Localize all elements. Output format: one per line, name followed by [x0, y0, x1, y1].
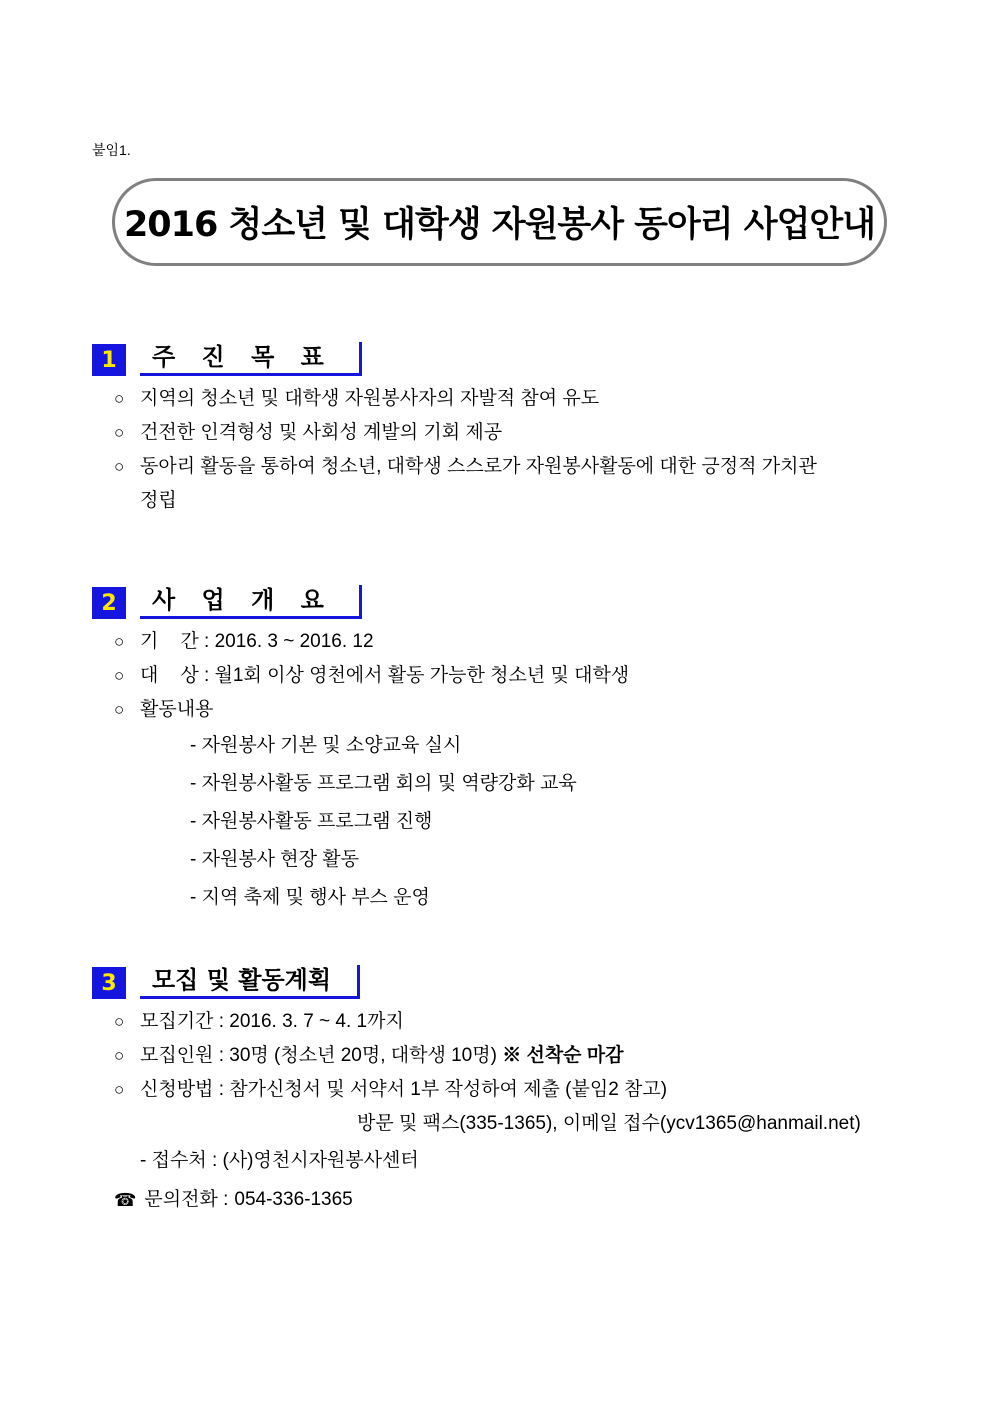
target-label-2: 상 — [180, 665, 199, 686]
sub-list-item: - 자원봉사 현장 활동 — [190, 849, 359, 870]
reception-office-line: - 접수처 : (사)영천시자원봉사센터 — [140, 1150, 419, 1171]
activities-label: 활동내용 — [140, 699, 214, 720]
bullet-icon: ○ — [114, 666, 125, 685]
page-title: 2016 청소년 및 대학생 자원봉사 동아리 사업안내 — [123, 205, 876, 245]
section-1-heading — [92, 340, 912, 376]
period-label-2: 간 — [180, 631, 199, 652]
apply-method-label: 신청방법 : — [140, 1079, 224, 1100]
target-value: : 월1회 이상 영천에서 활동 가능한 청소년 및 대학생 — [204, 665, 630, 686]
section-2-title-wrap — [140, 585, 362, 619]
list-item — [114, 450, 912, 518]
section-2-sublist — [92, 727, 912, 917]
section-1-list — [92, 382, 912, 518]
section-1-title: 주 진 목 표 — [152, 343, 333, 371]
list-item — [114, 625, 912, 659]
bullet-icon: ○ — [114, 389, 125, 408]
attachment-label: 붙임1. — [92, 142, 131, 158]
list-item-text-cont: 정립 — [140, 490, 177, 511]
list-item — [114, 1039, 912, 1073]
telephone-icon: ☎ — [114, 1190, 137, 1210]
bullet-icon: ○ — [114, 632, 125, 651]
section-1-number: 1 — [92, 344, 126, 376]
contact-phone-line — [114, 1181, 912, 1219]
list-item — [114, 416, 912, 450]
recruit-period-label: 모집기간 : — [140, 1011, 224, 1032]
section-1-title-wrap — [140, 342, 362, 376]
section-3-title: 모집 및 활동계획 — [152, 966, 331, 994]
section-2-number: 2 — [92, 587, 126, 619]
list-item — [114, 693, 912, 727]
sub-list-item: - 자원봉사활동 프로그램 회의 및 역량강화 교육 — [190, 773, 577, 794]
apply-method-value-2: 방문 및 팩스(335-1365), 이메일 접수(ycv1365@hanmail.net) — [357, 1113, 861, 1134]
apply-method-value: 참가신청서 및 서약서 1부 작성하여 제출 (붙임2 참고) — [229, 1079, 668, 1100]
section-2-title: 사 업 개 요 — [152, 586, 333, 614]
list-item — [114, 1005, 912, 1039]
recruit-count-label: 모집인원 : — [140, 1045, 224, 1066]
list-item-text: 지역의 청소년 및 대학생 자원봉사자의 자발적 참여 유도 — [140, 388, 600, 409]
period-label: 기 — [140, 631, 181, 652]
period-value: : 2016. 3 ~ 2016. 12 — [204, 631, 374, 652]
bullet-icon: ○ — [114, 423, 125, 442]
section-3-number: 3 — [92, 967, 126, 999]
recruit-count-value: 30명 (청소년 20명, 대학생 10명) — [229, 1045, 497, 1066]
section-3-list — [92, 1005, 912, 1107]
list-item — [114, 1073, 912, 1107]
target-label: 대 — [140, 665, 181, 686]
section-2-heading — [92, 583, 912, 619]
bullet-icon: ○ — [114, 1012, 125, 1031]
contact-phone-label: 문의전화 : — [144, 1189, 229, 1210]
sub-list-item: - 지역 축제 및 행사 부스 운영 — [190, 887, 430, 908]
list-item — [114, 659, 912, 693]
document-title-pill — [112, 178, 887, 266]
recruit-count-note: ※ 선착순 마감 — [502, 1045, 624, 1066]
sub-list-item: - 자원봉사활동 프로그램 진행 — [190, 811, 433, 832]
bullet-icon: ○ — [114, 457, 125, 476]
list-item-text: 건전한 인격형성 및 사회성 계발의 기회 제공 — [140, 422, 503, 443]
section-1 — [92, 340, 912, 518]
sub-list-item: - 자원봉사 기본 및 소양교육 실시 — [190, 735, 462, 756]
section-2-list — [92, 625, 912, 727]
section-3 — [92, 963, 912, 1219]
contact-phone-value: 054-336-1365 — [234, 1189, 353, 1210]
list-item-text: 동아리 활동을 통하여 청소년, 대학생 스스로가 자원봉사활동에 대한 긍정적 가치관 — [140, 456, 817, 477]
section-2 — [92, 583, 912, 917]
bullet-icon: ○ — [114, 700, 125, 719]
bullet-icon: ○ — [114, 1046, 125, 1065]
section-3-heading — [92, 963, 912, 999]
list-item — [114, 382, 912, 416]
recruit-period-value: 2016. 3. 7 ~ 4. 1까지 — [229, 1011, 404, 1032]
section-3-title-wrap — [140, 965, 360, 999]
bullet-icon: ○ — [114, 1080, 125, 1099]
